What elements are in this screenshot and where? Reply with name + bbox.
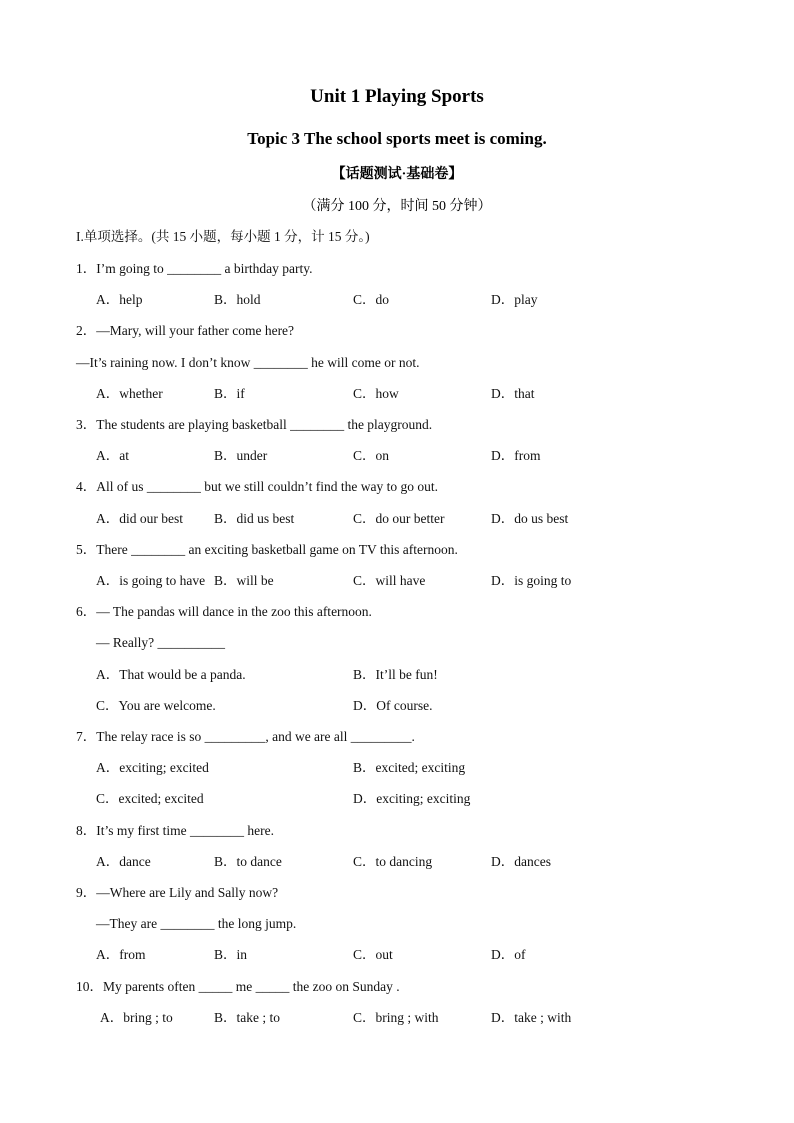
question-8-option-b[interactable]: B．to dance [214, 854, 282, 869]
question-5-option-a[interactable]: A．is going to have [96, 573, 206, 588]
question-7-stem: 7．The relay race is so _________, and we are all _________. [76, 729, 415, 744]
question-6-stem-line-2: — Really? __________ [96, 635, 225, 650]
question-7-option-a[interactable]: A．exciting; excited [96, 760, 209, 775]
question-6-stem: 6．— The pandas will dance in the zoo this afternoon. [76, 604, 372, 619]
unit-title: Unit 1 Playing Sports [310, 86, 484, 107]
question-1-option-b[interactable]: B．hold [214, 292, 261, 307]
question-4-option-d[interactable]: D．do us best [491, 511, 569, 526]
question-10-option-b[interactable]: B．take ; to [214, 1010, 280, 1025]
question-2-option-a[interactable]: A．whether [96, 386, 163, 401]
question-10-option-c[interactable]: C．bring ; with [353, 1010, 439, 1025]
question-6-option-c[interactable]: C．You are welcome. [96, 698, 216, 713]
question-9-option-b[interactable]: B．in [214, 947, 248, 962]
question-6-option-a[interactable]: A．That would be a panda. [96, 667, 246, 682]
question-5-stem: 5．There ________ an exciting basketball game on TV this afternoon. [76, 542, 458, 557]
question-3-option-a[interactable]: A．at [96, 448, 129, 463]
question-8-option-a[interactable]: A．dance [96, 854, 151, 869]
question-3-option-b[interactable]: B．under [214, 448, 268, 463]
question-9-option-c[interactable]: C．out [353, 947, 393, 962]
score-time-note: （满分 100 分，时间 50 分钟） [302, 199, 492, 214]
question-2-option-b[interactable]: B．if [214, 386, 245, 401]
question-9-stem-line-2: —They are ________ the long jump. [96, 916, 297, 931]
question-5-option-b[interactable]: B．will be [214, 573, 274, 588]
question-8-stem: 8．It’s my first time ________ here. [76, 823, 274, 838]
question-1-stem: 1．I’m going to ________ a birthday party. [76, 261, 313, 276]
question-3-option-d[interactable]: D．from [491, 448, 541, 463]
question-4-option-b[interactable]: B．did us best [214, 511, 295, 526]
question-1-option-d[interactable]: D．play [491, 292, 538, 307]
question-6-option-d[interactable]: D．Of course. [353, 698, 433, 713]
question-9-option-d[interactable]: D．of [491, 947, 526, 962]
question-9-option-a[interactable]: A．from [96, 947, 146, 962]
question-3-option-c[interactable]: C．on [353, 448, 390, 463]
question-3-stem: 3．The students are playing basketball ________ the playground. [76, 417, 433, 432]
question-1-option-c[interactable]: C．do [353, 292, 390, 307]
question-7-option-d[interactable]: D．exciting; exciting [353, 791, 471, 806]
question-5-option-d[interactable]: D．is going to [491, 573, 572, 588]
question-1-option-a[interactable]: A．help [96, 292, 143, 307]
question-10-option-d[interactable]: D．take ; with [491, 1010, 572, 1025]
question-4-stem: 4．All of us ________ but we still couldn’t find the way to go out. [76, 479, 438, 494]
question-2-option-c[interactable]: C．how [353, 386, 399, 401]
question-4-option-a[interactable]: A．did our best [96, 511, 183, 526]
question-6-option-b[interactable]: B．It’ll be fun! [353, 667, 438, 682]
question-7-option-c[interactable]: C．excited; excited [96, 791, 204, 806]
question-8-option-d[interactable]: D．dances [491, 854, 551, 869]
question-8-option-c[interactable]: C．to dancing [353, 854, 433, 869]
topic-title: Topic 3 The school sports meet is coming. [247, 129, 547, 148]
question-9-stem: 9．—Where are Lily and Sally now? [76, 885, 279, 900]
question-10-option-a[interactable]: A．bring ; to [100, 1010, 173, 1025]
question-4-option-c[interactable]: C．do our better [353, 511, 445, 526]
question-2-stem-line-2: —It’s raining now. I don’t know ________ he will come or not. [76, 355, 420, 370]
question-7-option-b[interactable]: B．excited; exciting [353, 760, 466, 775]
question-2-stem: 2．—Mary, will your father come here? [76, 323, 295, 338]
question-5-option-c[interactable]: C．will have [353, 573, 426, 588]
question-2-option-d[interactable]: D．that [491, 386, 535, 401]
section-heading: I.单项选择。(共 15 小题，每小题 1 分，计 15 分。) [76, 229, 370, 244]
question-10-stem: 10．My parents often _____ me _____ the zoo on Sunday . [76, 979, 400, 994]
test-type-label: 【话题测试·基础卷】 [331, 167, 463, 182]
